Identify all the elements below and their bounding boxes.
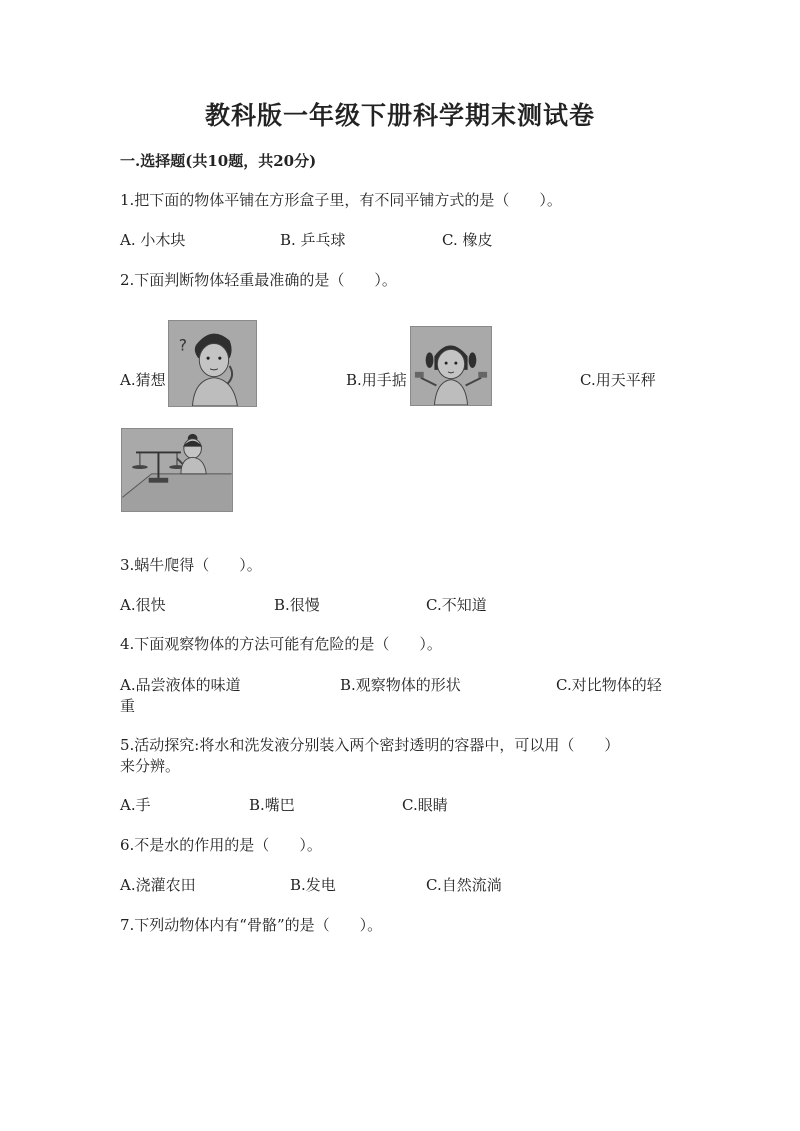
page-title: 教科版一年级下册科学期末测试卷 (204, 101, 595, 130)
question-5-option-a: A.手 (120, 796, 151, 814)
girl-balance-scale-illustration (121, 428, 233, 512)
question-5-stem-line-2: 来分辨。 (120, 757, 181, 775)
question-1-stem: 1.把下面的物体平铺在方形盒子里，有不同平铺方式的是（ ）。 (120, 191, 562, 209)
question-4-option-a: A.品尝液体的味道 (120, 676, 241, 694)
question-5-option-c: C.眼睛 (402, 796, 448, 814)
question-7-stem: 7.下列动物体内有“骨骼”的是（ ）。 (120, 916, 383, 934)
section-header: 一.选择题(共10题，共20分) (120, 152, 317, 170)
girl-hand-weighing-illustration (410, 326, 492, 406)
question-3-option-c: C.不知道 (426, 596, 487, 614)
boy-guessing-illustration (168, 320, 257, 407)
question-5-option-b: B.嘴巴 (249, 796, 295, 814)
question-3-option-a: A.很快 (120, 596, 166, 614)
question-5-stem-line-1: 5.活动探究:将水和洗发液分别装入两个密封透明的容器中，可以用（ ） (120, 736, 620, 754)
question-1-option-c: C. 橡皮 (442, 231, 493, 249)
question-4-stem: 4.下面观察物体的方法可能有危险的是（ ）。 (120, 635, 442, 653)
question-6-stem: 6.不是水的作用的是（ ）。 (120, 836, 322, 854)
question-2-stem: 2.下面判断物体轻重最准确的是（ ）。 (120, 271, 397, 289)
question-2-option-a: A.猜想 (120, 371, 166, 389)
question-6-option-c: C.自然流淌 (426, 876, 502, 894)
question-1-option-b: B. 乒乓球 (280, 231, 346, 249)
svg-text:?: ? (178, 335, 188, 355)
question-6-option-b: B.发电 (290, 876, 336, 894)
question-1-option-a: A. 小木块 (120, 231, 186, 249)
question-2-option-c: C.用天平秤 (580, 371, 656, 389)
question-2-option-b: B.用手掂 (346, 371, 407, 389)
question-3-stem: 3.蜗牛爬得（ ）。 (120, 556, 262, 574)
question-6-option-a: A.浇灌农田 (120, 876, 196, 894)
question-4-option-b: B.观察物体的形状 (340, 676, 461, 694)
question-3-option-b: B.很慢 (274, 596, 320, 614)
question-4-option-c: C.对比物体的轻 (556, 676, 662, 694)
question-4-option-c-wrap: 重 (120, 697, 136, 715)
